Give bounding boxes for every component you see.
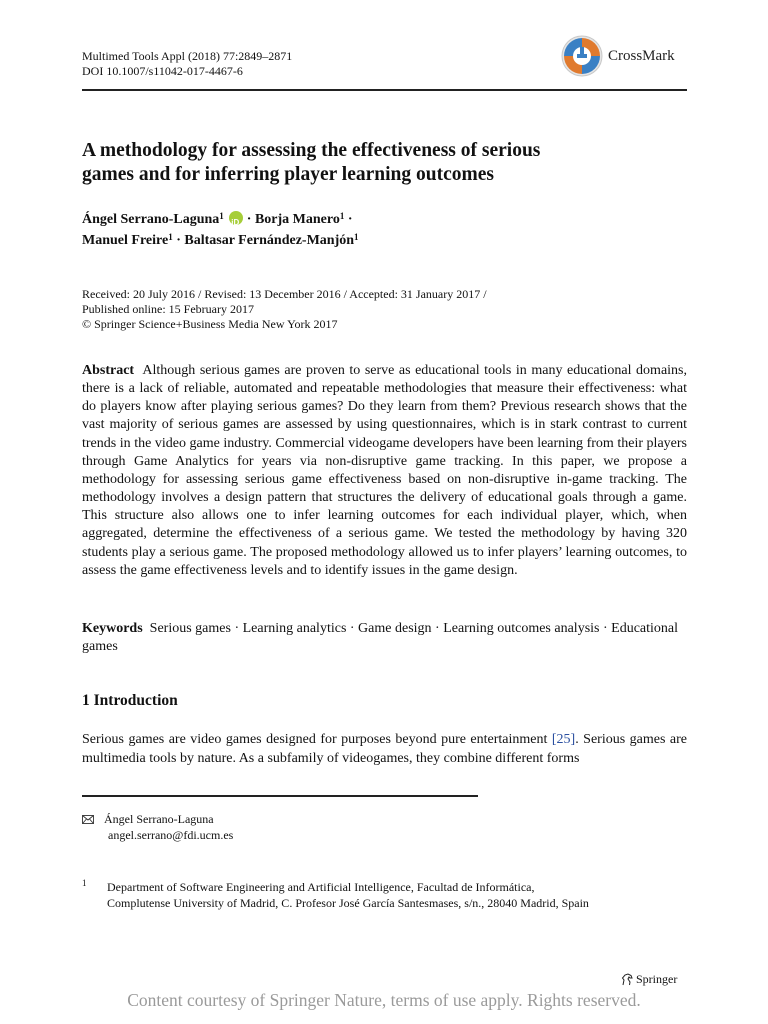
section-heading: 1 Introduction (82, 692, 178, 709)
header-rule (82, 89, 687, 91)
abstract-text: Although serious games are proven to serve as educational tools in many educational domains, there is a lack of reliable, automated and repeatable methodologies that measure their effectiveness: what do players know after playing serious games? Do they learn from them? Previous research shows that the vast majority of serious games are assessed by using questionnaires, which is in stark contrast to current trends in the video game industry. Commercial videogame developers have been learning from their players through Game Analytics for years via non-disruptive game tracking. In this paper, we propose a methodology for assessing serious game effectiveness based on non-disruptive in-game tracking. The methodology involves a design pattern that structures the delivery of educational goals through a game. This structure also allows one to infer learning outcomes for each individual player, which, when aggregated, determine the effectiveness of a serious game. We tested the methodology by having 320 students play a serious game. The proposed methodology allowed us to infer players’ learning outcomes, to assess the game effectiveness levels and to identify issues in the game design. (82, 363, 687, 578)
keywords-text: Serious games · Learning analytics · Game design · Learning outcomes analysis · Educational games (82, 621, 679, 654)
affiliation-marker: 1 (354, 232, 359, 242)
affiliation-footnote (82, 879, 692, 911)
corresponding-email[interactable]: angel.serrano@fdi.ucm.es (108, 828, 234, 842)
paper-title (82, 139, 682, 187)
footnote-rule (82, 795, 478, 797)
intro-paragraph (82, 731, 687, 768)
abstract (82, 362, 687, 580)
corresponding-name: Ángel Serrano-Laguna (104, 812, 214, 826)
affiliation-marker: 1 (168, 232, 173, 242)
abstract-label: Abstract (82, 363, 135, 378)
springer-horse-icon (621, 973, 633, 986)
journal-info (82, 49, 292, 79)
affiliation-number: 1 (82, 878, 87, 888)
citation-link[interactable]: [25] (551, 732, 576, 747)
received-revised-accepted: Received: 20 July 2016 / Revised: 13 December 2016 / Accepted: 31 January 2017 / (82, 287, 487, 301)
springer-label: Springer (636, 972, 678, 986)
affiliation-marker: 1 (219, 211, 224, 221)
intro-text: . Serious games are multimedia tools by nature. As a subfamily of videogames, they combine different forms (82, 732, 687, 766)
published-online: Published online: 15 February 2017 (82, 302, 254, 316)
author-name[interactable]: Manuel Freire (82, 233, 169, 248)
crossmark-badge[interactable] (560, 34, 675, 78)
journal-citation: Multimed Tools Appl (2018) 77:2849–2871 (82, 49, 293, 63)
springer-logo (621, 972, 677, 987)
keywords-label: Keywords (82, 621, 143, 636)
title-line: games and for inferring player learning outcomes (82, 164, 494, 185)
author-separator: · (347, 212, 353, 227)
crossmark-icon (560, 34, 604, 78)
author-separator: · (246, 212, 252, 227)
envelope-icon (82, 815, 94, 824)
author-name[interactable]: Borja Manero (254, 212, 340, 227)
crossmark-label: CrossMark (608, 47, 675, 64)
corresponding-author (82, 811, 233, 843)
orcid-icon[interactable] (229, 211, 243, 225)
author-list (82, 209, 682, 251)
copyright: © Springer Science+Business Media New York 2017 (82, 317, 338, 331)
affiliation-marker: 1 (339, 211, 345, 221)
intro-text: Serious games are video games designed for purposes beyond pure entertainment (82, 732, 552, 747)
publication-dates (82, 287, 692, 332)
author-name[interactable]: Ángel Serrano-Laguna (82, 212, 220, 227)
author-name[interactable]: Baltasar Fernández-Manjón (184, 233, 355, 248)
courtesy-watermark: Content courtesy of Springer Nature, terms of use apply. Rights reserved. (127, 990, 641, 1010)
keywords (82, 620, 687, 656)
author-separator: · (176, 233, 181, 248)
affiliation-line: Complutense University of Madrid, C. Profesor José García Santesmases, s/n., 28040 Madrid, Spain (107, 896, 589, 910)
title-line: A methodology for assessing the effectiveness of serious (82, 140, 541, 161)
doi[interactable]: DOI 10.1007/s11042-017-4467-6 (82, 64, 243, 78)
affiliation-line: Department of Software Engineering and Artificial Intelligence, Facultad de Informática, (107, 880, 535, 894)
